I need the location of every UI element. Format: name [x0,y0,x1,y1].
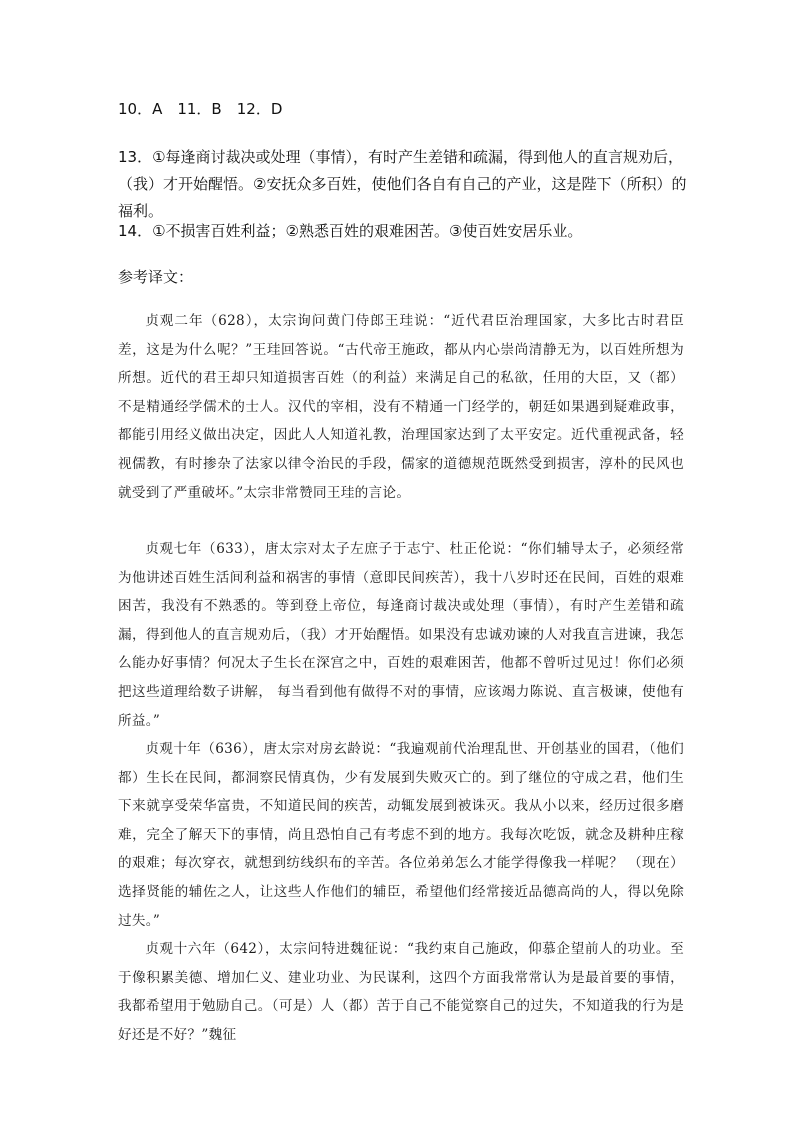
translation-paragraph-1: 贞观二年（628），太宗询问黄门侍郎王珪说：“近代君臣治理国家，大多比古时君臣差，这是为什么呢？”王珪回答说。“古代帝王施政，都从内心崇尚清静无为，以百姓所想为所想。近代的君王却只知道损害百姓（的利益）来满足自己的私欲，任用的大臣，又（都）不是精通经学儒术的士人。汉代的宰相，没有不精通一门经学的，朝廷如果遇到疑难政事，都能引用经义做出决定，因此人人知道礼教，治理国家达到了太平安定。近代重视武备，轻视儒教，有时掺杂了法家以律令治民的手段，儒家的道德规范既然受到损害，淳朴的民风也就受到了严重破坏。”太宗非常赞同王珪的言论。 [118,313,684,501]
answer-14: 14．①不损害百姓利益；②熟悉百姓的艰难困苦。③使百姓安居乐业。 [118,222,583,240]
translation-paragraph-3: 贞观十年（636），唐太宗对房玄龄说：“我遍观前代治理乱世、开创基业的国君，（他们都）生长在民间，都洞察民情真伪，少有发展到失败灭亡的。到了继位的守成之君，他们生下来就享受荣华富贵，不知道民间的疾苦，动辄发展到被诛灭。我从小以来，经历过很多磨难，完全了解天下的事情，尚且恐怕自己有考虑不到的地方。我每次吃饭，就念及耕种庄稼的艰难；每次穿衣，就想到纺线织布的辛苦。各位弟弟怎么才能学得像我一样呢？ （现在）选择贤能的辅佐之人，让这些人作他们的辅臣，希望他们经常接近品德高尚的人，得以免除过失。” [118,741,684,929]
answer-13: 13．①每逢商讨裁决或处理（事情），有时产生差错和疏漏，得到他人的直言规劝后，（我）才开始醒悟。②安抚众多百姓，使他们各自有自己的产业，这是陛下（所积）的福利。 [118,148,687,220]
translation-paragraph-4: 贞观十六年（642），太宗问特进魏征说：“我约束自己施政，仰慕企望前人的功业。至于像积累美德、增加仁义、建业功业、为民谋利，这四个方面我常常认为是最首要的事情，我都希望用于勉励自己。（可是）人（都）苦于自己不能觉察自己的过失，不知道我的行为是好还是不好？”魏征 [118,941,684,1043]
translation-paragraph-2: 贞观七年（633），唐太宗对太子左庶子于志宁、杜正伦说：“你们辅导太子，必须经常为他讲述百姓生活间利益和祸害的事情（意即民间疾苦），我十八岁时还在民间，百姓的艰难困苦，我没有不熟悉的。等到登上帝位，每逢商讨裁决或处理（事情），有时产生差错和疏漏，得到他人的直言规劝后，（我）才开始醒悟。如果没有忠诚劝谏的人对我直言进谏，我怎么能办好事情？何况太子生长在深宫之中，百姓的艰难困苦，他都不曾听过见过！你们必须把这些道理给数子讲解， 每当看到他有做得不对的事情，应该竭力陈说、直言极谏，使他有所益。” [118,541,684,729]
reference-translation-heading: 参考译文： [118,268,194,286]
answers-10-to-12: 10．A 11．B 12．D [118,100,283,118]
